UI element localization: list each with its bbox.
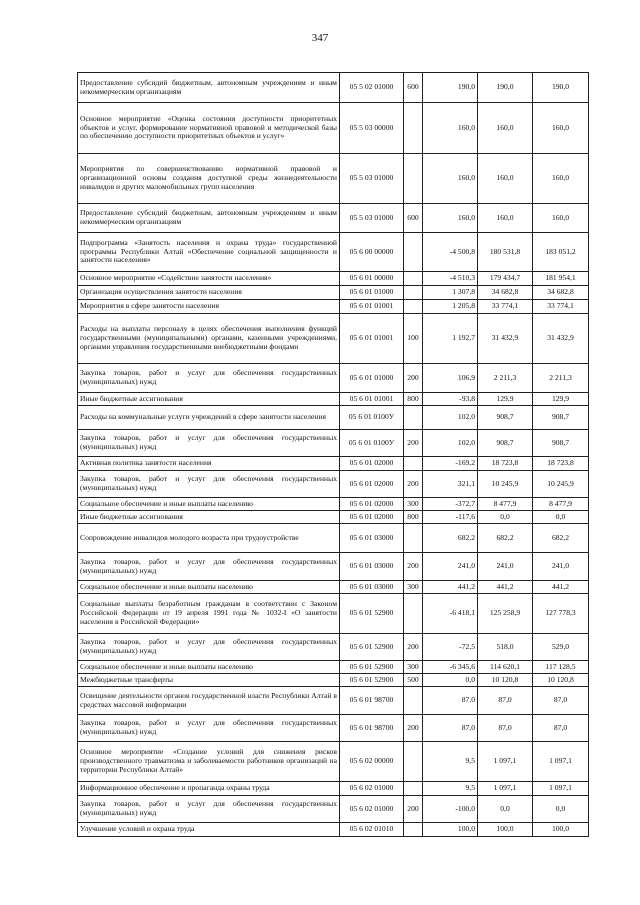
table-row bbox=[78, 634, 589, 661]
target-article-code-cell: 05 6 01 52900 bbox=[340, 674, 404, 687]
expense-name-cell: Расходы на выплаты персоналу в целях обеспечения выполнения функций государственными (муниципальными) органами, казенными учреждениями, органами управления государственными внебюджетными фондами bbox=[78, 314, 340, 364]
amount-3-cell: 2 211,3 bbox=[533, 364, 589, 393]
amount-1-cell: 87,0 bbox=[423, 687, 478, 715]
table-row bbox=[78, 103, 589, 154]
amount-2-cell: 908,7 bbox=[478, 430, 533, 457]
expense-name-cell: Расходы на коммунальные услуги учреждений в сфере занятости населения bbox=[78, 406, 340, 430]
expense-name-cell: Закупка товаров, работ и услуг для обеспечения государственных (муниципальных) нужд bbox=[78, 364, 340, 393]
amount-1-cell: -93,8 bbox=[423, 393, 478, 406]
amount-3-cell: 0,0 bbox=[533, 511, 589, 524]
expense-name-cell: Основное мероприятие «Создание условий для снижения рисков производственного травматизма и заболеваемости работников организаций на территории Республики Алтай» bbox=[78, 742, 340, 782]
table-row bbox=[78, 430, 589, 457]
expense-type-code-cell bbox=[404, 524, 423, 553]
amount-3-cell: 160,0 bbox=[533, 154, 589, 204]
table-row bbox=[78, 782, 589, 796]
amount-1-cell: -6 345,6 bbox=[423, 661, 478, 674]
table-row bbox=[78, 300, 589, 314]
amount-1-cell: 160,0 bbox=[423, 154, 478, 204]
target-article-code-cell: 05 6 02 01000 bbox=[340, 782, 404, 796]
expense-type-code-cell: 300 bbox=[404, 498, 423, 511]
table-row bbox=[78, 796, 589, 823]
amount-2-cell: 129,9 bbox=[478, 393, 533, 406]
amount-2-cell: 18 723,8 bbox=[478, 457, 533, 471]
amount-2-cell: 8 477,9 bbox=[478, 498, 533, 511]
table-row bbox=[78, 524, 589, 553]
expense-name-cell: Закупка товаров, работ и услуг для обеспечения государственных (муниципальных) нужд bbox=[78, 430, 340, 457]
expense-name-cell: Освещение деятельности органов государственной власти Республики Алтай в средствах массовой информации bbox=[78, 687, 340, 715]
amount-1-cell: -117,6 bbox=[423, 511, 478, 524]
target-article-code-cell: 05 6 01 52900 bbox=[340, 634, 404, 661]
table-row bbox=[78, 393, 589, 406]
amount-1-cell: -6 418,1 bbox=[423, 594, 478, 634]
amount-1-cell: 441,2 bbox=[423, 581, 478, 594]
amount-1-cell: -72,5 bbox=[423, 634, 478, 661]
target-article-code-cell: 05 6 01 01000 bbox=[340, 364, 404, 393]
amount-1-cell: 190,0 bbox=[423, 73, 478, 103]
table-row bbox=[78, 661, 589, 674]
amount-3-cell: 129,9 bbox=[533, 393, 589, 406]
target-article-code-cell: 05 6 01 00000 bbox=[340, 272, 404, 286]
table-row bbox=[78, 73, 589, 103]
expense-type-code-cell: 200 bbox=[404, 553, 423, 581]
target-article-code-cell: 05 6 01 98700 bbox=[340, 715, 404, 742]
amount-3-cell: 241,0 bbox=[533, 553, 589, 581]
expense-name-cell: Предоставление субсидий бюджетным, автономным учреждениям и иным некоммерческим организациям bbox=[78, 204, 340, 233]
amount-2-cell: 0,0 bbox=[478, 511, 533, 524]
table-row bbox=[78, 286, 589, 300]
target-article-code-cell: 05 6 01 01001 bbox=[340, 314, 404, 364]
expense-name-cell: Информационное обеспечение и пропаганда охраны труда bbox=[78, 782, 340, 796]
amount-3-cell: 160,0 bbox=[533, 204, 589, 233]
amount-3-cell: 33 774,1 bbox=[533, 300, 589, 314]
budget-table-body bbox=[78, 73, 589, 837]
expense-type-code-cell bbox=[404, 103, 423, 154]
amount-2-cell: 1 097,1 bbox=[478, 782, 533, 796]
expense-type-code-cell: 600 bbox=[404, 73, 423, 103]
target-article-code-cell: 05 6 01 02000 bbox=[340, 471, 404, 498]
amount-3-cell: 190,0 bbox=[533, 73, 589, 103]
amount-3-cell: 908,7 bbox=[533, 406, 589, 430]
amount-2-cell: 100,0 bbox=[478, 823, 533, 837]
target-article-code-cell: 05 6 00 00000 bbox=[340, 233, 404, 272]
expense-type-code-cell: 200 bbox=[404, 471, 423, 498]
table-row bbox=[78, 823, 589, 837]
amount-3-cell: 529,0 bbox=[533, 634, 589, 661]
expense-type-code-cell: 200 bbox=[404, 634, 423, 661]
expense-name-cell: Иные бюджетные ассигнования bbox=[78, 393, 340, 406]
expense-name-cell: Закупка товаров, работ и услуг для обеспечения государственных (муниципальных) нужд bbox=[78, 553, 340, 581]
amount-2-cell: 441,2 bbox=[478, 581, 533, 594]
target-article-code-cell: 05 6 02 01010 bbox=[340, 823, 404, 837]
expense-name-cell: Социальное обеспечение и иные выплаты населению bbox=[78, 581, 340, 594]
target-article-code-cell: 05 5 03 00000 bbox=[340, 103, 404, 154]
target-article-code-cell: 05 6 01 02000 bbox=[340, 498, 404, 511]
amount-3-cell: 441,2 bbox=[533, 581, 589, 594]
table-row bbox=[78, 687, 589, 715]
table-row bbox=[78, 581, 589, 594]
expense-type-code-cell: 500 bbox=[404, 674, 423, 687]
amount-3-cell: 87,0 bbox=[533, 687, 589, 715]
table-row bbox=[78, 553, 589, 581]
amount-1-cell: 160,0 bbox=[423, 204, 478, 233]
amount-1-cell: -169,2 bbox=[423, 457, 478, 471]
amount-1-cell: -4 510,3 bbox=[423, 272, 478, 286]
expense-type-code-cell bbox=[404, 457, 423, 471]
amount-2-cell: 125 258,9 bbox=[478, 594, 533, 634]
amount-3-cell: 8 477,9 bbox=[533, 498, 589, 511]
table-row bbox=[78, 471, 589, 498]
amount-3-cell: 181 954,1 bbox=[533, 272, 589, 286]
target-article-code-cell: 05 6 01 03000 bbox=[340, 524, 404, 553]
amount-1-cell: 160,0 bbox=[423, 103, 478, 154]
table-row bbox=[78, 233, 589, 272]
expense-name-cell: Предоставление субсидий бюджетным, автономным учреждениям и иным некоммерческим организациям bbox=[78, 73, 340, 103]
expense-name-cell: Социальное обеспечение и иные выплаты населению bbox=[78, 661, 340, 674]
amount-3-cell: 10 120,8 bbox=[533, 674, 589, 687]
amount-2-cell: 87,0 bbox=[478, 715, 533, 742]
expense-type-code-cell bbox=[404, 233, 423, 272]
expense-type-code-cell bbox=[404, 823, 423, 837]
table-row bbox=[78, 511, 589, 524]
table-row bbox=[78, 364, 589, 393]
amount-2-cell: 2 211,3 bbox=[478, 364, 533, 393]
expense-type-code-cell bbox=[404, 782, 423, 796]
table-row bbox=[78, 498, 589, 511]
amount-2-cell: 10 245,9 bbox=[478, 471, 533, 498]
expense-type-code-cell bbox=[404, 272, 423, 286]
expense-name-cell: Основное мероприятие «Содействие занятости населения» bbox=[78, 272, 340, 286]
target-article-code-cell: 05 6 01 0100У bbox=[340, 430, 404, 457]
amount-3-cell: 31 432,9 bbox=[533, 314, 589, 364]
target-article-code-cell: 05 6 01 02000 bbox=[340, 511, 404, 524]
amount-2-cell: 0,0 bbox=[478, 796, 533, 823]
expense-type-code-cell: 300 bbox=[404, 661, 423, 674]
target-article-code-cell: 05 6 02 01000 bbox=[340, 796, 404, 823]
target-article-code-cell: 05 6 01 01000 bbox=[340, 286, 404, 300]
expense-type-code-cell: 200 bbox=[404, 796, 423, 823]
target-article-code-cell: 05 6 01 02000 bbox=[340, 457, 404, 471]
amount-2-cell: 518,0 bbox=[478, 634, 533, 661]
expense-type-code-cell bbox=[404, 687, 423, 715]
expense-name-cell: Активная политика занятости населения bbox=[78, 457, 340, 471]
expense-type-code-cell: 200 bbox=[404, 430, 423, 457]
expense-type-code-cell: 800 bbox=[404, 393, 423, 406]
amount-1-cell: 9,5 bbox=[423, 742, 478, 782]
expense-name-cell: Основное мероприятие «Оценка состояния доступности приоритетных объектов и услуг, формирование нормативной правовой и методической базы по обеспечению доступности приоритетных объектов и услуг» bbox=[78, 103, 340, 154]
expense-type-code-cell bbox=[404, 742, 423, 782]
amount-3-cell: 127 778,3 bbox=[533, 594, 589, 634]
amount-1-cell: -372,7 bbox=[423, 498, 478, 511]
amount-2-cell: 682,2 bbox=[478, 524, 533, 553]
expense-name-cell: Сопровождение инвалидов молодого возраста при трудоустройстве bbox=[78, 524, 340, 553]
expense-type-code-cell bbox=[404, 406, 423, 430]
table-row bbox=[78, 674, 589, 687]
expense-name-cell: Организация осуществления занятости населения bbox=[78, 286, 340, 300]
expense-type-code-cell bbox=[404, 154, 423, 204]
amount-2-cell: 160,0 bbox=[478, 204, 533, 233]
target-article-code-cell: 05 5 02 01000 bbox=[340, 73, 404, 103]
amount-3-cell: 1 097,1 bbox=[533, 782, 589, 796]
amount-3-cell: 34 682,8 bbox=[533, 286, 589, 300]
expense-name-cell: Социальные выплаты безработным гражданам в соответствии с Законом Российской Федерации от 19 апреля 1991 года № 1032-I «О занятости населения в Российской Федерации» bbox=[78, 594, 340, 634]
expense-name-cell: Мероприятия по совершенствованию нормативной правовой и организационной основы создания доступной среды жизнедеятельности инвалидов и других маломобильных групп населения bbox=[78, 154, 340, 204]
expense-type-code-cell: 300 bbox=[404, 581, 423, 594]
expense-name-cell: Закупка товаров, работ и услуг для обеспечения государственных (муниципальных) нужд bbox=[78, 715, 340, 742]
amount-2-cell: 10 120,8 bbox=[478, 674, 533, 687]
amount-1-cell: 682,2 bbox=[423, 524, 478, 553]
expense-name-cell: Социальное обеспечение и иные выплаты населению bbox=[78, 498, 340, 511]
expense-name-cell: Закупка товаров, работ и услуг для обеспечения государственных (муниципальных) нужд bbox=[78, 634, 340, 661]
expense-type-code-cell: 200 bbox=[404, 364, 423, 393]
amount-1-cell: 100,0 bbox=[423, 823, 478, 837]
target-article-code-cell: 05 6 01 03000 bbox=[340, 553, 404, 581]
table-row bbox=[78, 742, 589, 782]
amount-2-cell: 160,0 bbox=[478, 154, 533, 204]
target-article-code-cell: 05 6 01 98700 bbox=[340, 687, 404, 715]
expense-name-cell: Иные бюджетные ассигнования bbox=[78, 511, 340, 524]
amount-3-cell: 1 097,1 bbox=[533, 742, 589, 782]
expense-type-code-cell: 600 bbox=[404, 204, 423, 233]
amount-2-cell: 34 682,8 bbox=[478, 286, 533, 300]
amount-1-cell: 0,0 bbox=[423, 674, 478, 687]
amount-1-cell: 9,5 bbox=[423, 782, 478, 796]
budget-table bbox=[77, 72, 589, 837]
target-article-code-cell: 05 6 01 0100У bbox=[340, 406, 404, 430]
amount-3-cell: 160,0 bbox=[533, 103, 589, 154]
amount-1-cell: 102,0 bbox=[423, 430, 478, 457]
amount-3-cell: 908,7 bbox=[533, 430, 589, 457]
table-row bbox=[78, 154, 589, 204]
target-article-code-cell: 05 6 01 01001 bbox=[340, 300, 404, 314]
expense-name-cell: Межбюджетные трансферты bbox=[78, 674, 340, 687]
amount-1-cell: 321,1 bbox=[423, 471, 478, 498]
expense-name-cell: Мероприятия в сфере занятости населения bbox=[78, 300, 340, 314]
table-row bbox=[78, 406, 589, 430]
table-row bbox=[78, 314, 589, 364]
amount-2-cell: 31 432,9 bbox=[478, 314, 533, 364]
amount-2-cell: 114 620,1 bbox=[478, 661, 533, 674]
amount-2-cell: 87,0 bbox=[478, 687, 533, 715]
expense-type-code-cell: 200 bbox=[404, 715, 423, 742]
amount-3-cell: 87,0 bbox=[533, 715, 589, 742]
amount-2-cell: 241,0 bbox=[478, 553, 533, 581]
amount-3-cell: 117 128,5 bbox=[533, 661, 589, 674]
amount-1-cell: -100,0 bbox=[423, 796, 478, 823]
target-article-code-cell: 05 5 03 01000 bbox=[340, 154, 404, 204]
amount-1-cell: -4 500,8 bbox=[423, 233, 478, 272]
amount-2-cell: 179 434,7 bbox=[478, 272, 533, 286]
amount-1-cell: 106,9 bbox=[423, 364, 478, 393]
amount-2-cell: 190,0 bbox=[478, 73, 533, 103]
target-article-code-cell: 05 6 02 00000 bbox=[340, 742, 404, 782]
table-row bbox=[78, 204, 589, 233]
expense-name-cell: Закупка товаров, работ и услуг для обеспечения государственных (муниципальных) нужд bbox=[78, 796, 340, 823]
target-article-code-cell: 05 6 01 52900 bbox=[340, 661, 404, 674]
amount-3-cell: 0,0 bbox=[533, 796, 589, 823]
amount-1-cell: 1 205,8 bbox=[423, 300, 478, 314]
expense-name-cell: Подпрограмма «Занятость населения и охрана труда» государственной программы Республики Алтай «Обеспечение социальной защищенности и занятости населения» bbox=[78, 233, 340, 272]
amount-1-cell: 87,0 bbox=[423, 715, 478, 742]
target-article-code-cell: 05 6 01 52900 bbox=[340, 594, 404, 634]
amount-1-cell: 1 192,7 bbox=[423, 314, 478, 364]
target-article-code-cell: 05 5 03 01000 bbox=[340, 204, 404, 233]
amount-3-cell: 10 245,9 bbox=[533, 471, 589, 498]
expense-type-code-cell: 100 bbox=[404, 314, 423, 364]
amount-2-cell: 908,7 bbox=[478, 406, 533, 430]
amount-2-cell: 160,0 bbox=[478, 103, 533, 154]
table-row bbox=[78, 715, 589, 742]
amount-2-cell: 180 531,8 bbox=[478, 233, 533, 272]
amount-1-cell: 1 307,8 bbox=[423, 286, 478, 300]
amount-2-cell: 1 097,1 bbox=[478, 742, 533, 782]
amount-2-cell: 33 774,1 bbox=[478, 300, 533, 314]
table-row bbox=[78, 594, 589, 634]
amount-1-cell: 102,0 bbox=[423, 406, 478, 430]
target-article-code-cell: 05 6 01 01001 bbox=[340, 393, 404, 406]
expense-type-code-cell bbox=[404, 286, 423, 300]
expense-type-code-cell bbox=[404, 594, 423, 634]
amount-3-cell: 183 051,2 bbox=[533, 233, 589, 272]
table-row bbox=[78, 272, 589, 286]
target-article-code-cell: 05 6 01 03000 bbox=[340, 581, 404, 594]
expense-type-code-cell bbox=[404, 300, 423, 314]
amount-1-cell: 241,0 bbox=[423, 553, 478, 581]
amount-3-cell: 682,2 bbox=[533, 524, 589, 553]
expense-name-cell: Улучшение условий и охрана труда bbox=[78, 823, 340, 837]
amount-3-cell: 18 723,8 bbox=[533, 457, 589, 471]
amount-3-cell: 100,0 bbox=[533, 823, 589, 837]
table-row bbox=[78, 457, 589, 471]
expense-type-code-cell: 800 bbox=[404, 511, 423, 524]
page-number: 347 bbox=[311, 32, 329, 44]
expense-name-cell: Закупка товаров, работ и услуг для обеспечения государственных (муниципальных) нужд bbox=[78, 471, 340, 498]
